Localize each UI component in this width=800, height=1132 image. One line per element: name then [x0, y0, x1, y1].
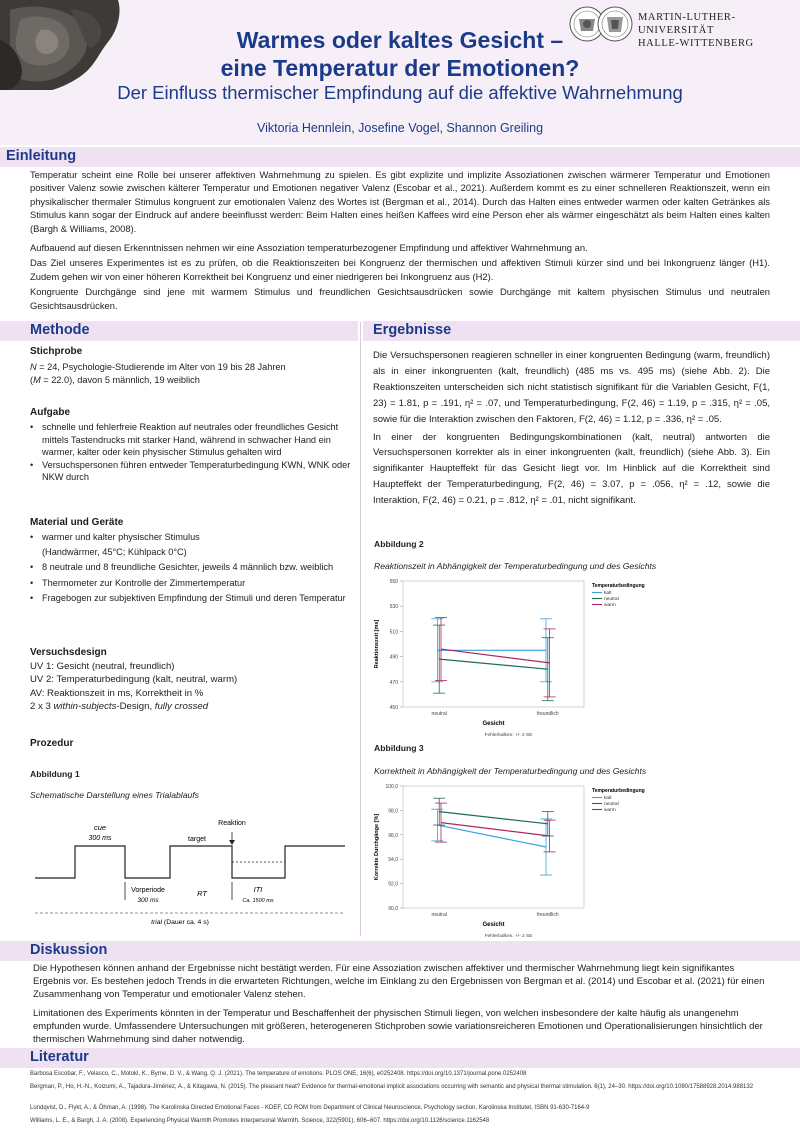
reference-item: Barbosa Escobar, F., Velasco, C., Motoki, K., Byrne, D. V., & Wang, Q. J. (2021). The temperature of emotions. PLOS ONE, 16(6), e0252408. https://doi.org/10.1371/journal.pone.0252408 — [30, 1071, 527, 1077]
legend-label: kalt — [604, 591, 612, 596]
y-tick-label: 490 — [389, 654, 398, 661]
aufgabe-heading: Aufgabe — [30, 407, 70, 418]
cue-label: cue — [93, 823, 107, 832]
reaktion-label: Reaktion — [218, 820, 246, 827]
y-axis-label: Korrekte Durchgänge [%] — [374, 813, 380, 881]
plot-area — [403, 581, 584, 707]
figure-2-caption: Reaktionszeit in Abhängigkeit der Temperaturbedingung und des Gesichts — [374, 561, 657, 571]
title-line-1: Warmes oder kaltes Gesicht – — [236, 27, 564, 53]
section-bar-ergebnisse — [363, 321, 800, 341]
stichprobe-n-symbol: N — [30, 362, 37, 372]
section-title-methode: Methode — [30, 322, 90, 338]
trial-label — [151, 919, 209, 926]
university-line-1: MARTIN-LUTHER-UNIVERSITÄT — [638, 12, 736, 36]
design-within: within-subjects — [53, 701, 117, 713]
legend-label: neutral — [604, 802, 619, 807]
aufgabe-list-wrap — [30, 421, 352, 484]
lion-statue-image — [0, 0, 125, 90]
design-uv1: UV 1: Gesicht (neutral, freundlich) — [30, 661, 175, 672]
material-list-wrap — [30, 531, 352, 605]
y-tick-label: 92,0 — [388, 881, 398, 888]
y-tick-label: 96,0 — [388, 832, 398, 839]
material-item: • Thermometer zur Kontrolle der Zimmertemperatur — [30, 577, 352, 590]
iti-label: ITI — [253, 885, 263, 894]
trial-word: trial — [151, 919, 163, 926]
stichprobe-open-paren: ( — [30, 374, 34, 385]
y-tick-label: 470 — [389, 679, 398, 686]
poster-header — [0, 0, 800, 145]
einleitung-text — [30, 168, 770, 312]
aufgabe-list — [30, 421, 352, 484]
y-tick-label: 550 — [389, 579, 398, 585]
reaktion-arrow-head — [229, 840, 235, 845]
reference-item: Williams, L. E., & Bargh, J. A. (2008). Experiencing Physical Warmth Promotes Interpersonal Warmth. Science, 322(5901), 606–607. https://doi.org/10.1126/science.1162548 — [30, 1118, 490, 1124]
chart-footnote: Fehlerbalken: +/- 2 SE — [484, 934, 533, 939]
reaktionszeit-chart — [370, 574, 670, 740]
y-tick-label: 510 — [389, 629, 398, 636]
stichprobe-m-symbol: M — [33, 374, 41, 385]
rt-label: RT — [197, 889, 207, 898]
y-tick-label: 450 — [389, 705, 398, 711]
material-heading: Material und Geräte — [30, 517, 124, 528]
vorperiode-label: Vorperiode — [131, 887, 165, 894]
figure-1-caption: Schematische Darstellung eines Trialablaufs — [30, 790, 199, 800]
x-tick-label: freundlich — [536, 711, 559, 717]
stichprobe-heading: Stichprobe — [30, 346, 83, 357]
legend-label: warm — [604, 603, 616, 608]
section-title-literatur: Literatur — [30, 1049, 89, 1065]
ergebnisse-paragraph-1: Die Versuchspersonen reagieren schneller in einer kongruenten Bedingung (warm, freundlich) als in einer inkongruenten (kalt, freundlich) (485 ms vs. 495 ms) (siehe Abb. 2). Die Reaktionszeiten unterscheiden sich nicht statistisch signifikant für die Variablen Gesicht, F(1, 23) = 1.81, p = .191, η² = .07, und Temperaturbedingung, F(2, 46) = 1.19, p = .315, η² = .05, sowie für die Interaktion zwischen den Faktoren, F(2, 46) = 1.12, p = .336, η² = .05. — [373, 350, 770, 425]
x-tick-label: freundlich — [536, 912, 559, 918]
ergebnisse-paragraph-2: In einer der kongruenten Bedingungskombinationen (kalt, neutral) antworten die Versuchspersonen korrekter als in einer inkongruenten (kalt, freundlich) (siehe Abb. 3). Ein signifikanter Haupteffekt für das Gesicht liegt vor. Im Hinblick auf die Korrektheit sind Haupteffekt der Temperaturbedingung, F(2, 46) = 3.07, p = .056, η² = .12, sowie die Interaktion, F(2, 46) = 0.21, p = .812, η² = .01, nicht signifikant. — [373, 431, 770, 507]
poster-title — [150, 26, 650, 82]
y-tick-label: 100,0 — [385, 784, 398, 790]
section-bar-literatur — [0, 1048, 800, 1068]
x-axis-label: Gesicht — [482, 922, 505, 928]
diskussion-text — [33, 962, 773, 1046]
y-tick-label: 90,0 — [388, 906, 398, 912]
figure-3-label: Abbildung 3 — [374, 743, 424, 753]
stichprobe-line-2 — [30, 374, 350, 387]
stichprobe-line-1 — [30, 361, 350, 374]
section-bar-diskussion — [0, 941, 800, 961]
material-item — [30, 531, 352, 558]
design-mid: -Design, — [116, 701, 155, 713]
cue-duration: 300 ms — [88, 835, 112, 842]
series-line-neutral — [439, 812, 548, 824]
einleitung-paragraph-3: Das Ziel unseres Experimentes ist es zu prüfen, ob die Reaktionszeiten bei Kongruenz der thermischen und affektiven Stimuli kürzer sind und bei Inkongruenz länger (H1). Zudem gehen wir von einer höheren Korrektheit bei Kongruenz und einer niedrigeren bei Inkongruenz aus (H2). — [30, 257, 770, 282]
versuchsdesign-text — [30, 660, 350, 714]
title-line-2: eine Temperatur der Emotionen? — [220, 55, 580, 81]
legend-title: Temperaturbedingung — [592, 788, 645, 794]
prozedur-heading: Prozedur — [30, 738, 74, 749]
stichprobe-text — [30, 361, 350, 386]
einleitung-paragraph-1: Temperatur scheint eine Rolle bei unserer affektiven Wahrnehmung zu spielen. Es gibt explizite und implizite Assoziationen zwischen wärmerer Temperatur und Emotionen positiver Valenz sowie zwischen kälterer Temperatur und Emotionen negativer Valenz (Escobar et al., 2021). Außerdem kommt es zu einer schnelleren Reaktionszeit, wenn ein physikalischer thermaler Stimulus kongruent zur emotionalen Valenz des Wortes ist (Bergman et al., 2014). Durch das Halten eines entweder warmen oder kalten Getränkes als Stimulus kann sogar der Eindruck auf andere beeinflusst werden: Beim Halten eines heißen Kaffees wird eine Person eher als wärmer eingeschätzt als beim Halten eines kalten (Bargh & Williams, 2008). — [30, 169, 770, 234]
university-line-2: HALLE-WITTENBERG — [638, 38, 754, 49]
x-tick-label: neutral — [431, 711, 447, 717]
section-bar-einleitung — [0, 147, 800, 167]
reference-item: Lundqvist, D., Flykt, A., & Öhman, A. (1998). The Karolinska Directed Emotional Faces - KDEF, CD ROM from Department of Clinical Neuroscience, Psychology section, Karolinska Institutet, ISBN 91-630-7164-9 — [30, 1105, 590, 1111]
chart-footnote: Fehlerbalken: +/- 2 SE — [484, 733, 533, 738]
x-axis-label: Gesicht — [482, 721, 505, 727]
section-title-ergebnisse: Ergebnisse — [373, 322, 452, 338]
y-tick-label: 98,0 — [388, 808, 398, 815]
section-bar-methode — [0, 321, 358, 341]
korrektheit-chart — [370, 779, 670, 941]
design-type — [30, 700, 350, 713]
reference-item: Bergman, P., Ho, H.-N., Koizumi, A., Tajadura-Jiménez, A., & Kitagawa, N. (2015). The pleasant heat? Evidence for thermal-emotional implicit associations occurring with semantic and physical thermal stimulation. 6(1), 24–30. https://doi.org/10.1080/17588928.2014.988132 — [30, 1084, 754, 1090]
stichprobe-line-1-text: = 24, Psychologie-Studierende im Alter von 19 bis 28 Jahren — [36, 362, 286, 372]
versuchsdesign-heading: Versuchsdesign — [30, 647, 107, 658]
y-axis-label: Reaktionszeit [ms] — [374, 619, 380, 669]
diskussion-paragraph-1: Die Hypothesen können anhand der Ergebnisse nicht bestätigt werden. Für eine Assoziation zwischen affektiver und thermischer Wahrnehmung liegt kein signifikantes Ergebnis vor. Es bestehen jedoch Trends in die erwarteten Richtungen, welche im Einklang zu den Ergebnissen von Bergman et al. (2014) und Escobar et al. (2021) für einen Zusammenhang von Temperatur und emotionaler Valenz stehen. — [33, 963, 765, 1001]
design-uv2: UV 2: Temperaturbedingung (kalt, neutral, warm) — [30, 674, 238, 686]
column-divider — [360, 322, 361, 936]
material-list — [30, 531, 352, 605]
design-crossed: fully crossed — [154, 701, 209, 713]
design-av: AV: Reaktionszeit in ms, Korrektheit in % — [30, 687, 204, 699]
legend-title: Temperaturbedingung — [592, 583, 645, 589]
trial-note: (Dauer ca. 4 s) — [162, 919, 209, 926]
vorperiode-duration: 300 ms — [137, 897, 159, 904]
material-item-sub: (Handwärmer, 45°C; Kühlpack 0°C) — [42, 546, 187, 557]
aufgabe-item: • Versuchspersonen führen entweder Temperaturbedingung KWN, WNK oder NKW durch — [30, 459, 352, 484]
section-title-einleitung: Einleitung — [6, 148, 77, 164]
ergebnisse-text — [373, 348, 770, 509]
target-label: target — [188, 836, 206, 843]
material-item: • 8 neutrale und 8 freundliche Gesichter, jeweils 4 männlich bzw. weiblich — [30, 561, 352, 574]
y-tick-label: 530 — [389, 604, 398, 611]
university-name — [638, 11, 800, 50]
iti-duration: Ca. 1500 ms — [242, 898, 274, 904]
legend-label: kalt — [604, 796, 612, 801]
poster-authors: Viktoria Hennlein, Josefine Vogel, Shannon Greiling — [256, 121, 544, 135]
einleitung-paragraph-2: Aufbauend auf diesen Erkenntnissen nehmen wir eine Assoziation temperaturbezogener Empfindung und affektiver Wahrnehmung an. — [30, 242, 588, 254]
material-item: • Fragebogen zur subjektiven Empfindung der Stimuli und deren Temperatur — [30, 592, 352, 605]
aufgabe-item: • schnelle und fehlerfreie Reaktion auf neutrales oder freundliches Gesicht mittels Tastendrucks mit starker Hand, während in schwacher Hand ein warmer, kalter oder kein physischer Stimulus gehalten wird — [30, 421, 352, 459]
design-prefix: 2 x 3 — [30, 701, 54, 713]
poster-subtitle: Der Einfluss thermischer Empfindung auf die affektive Wahrnehmung — [117, 82, 683, 103]
figure-2-label: Abbildung 2 — [374, 539, 424, 549]
legend-label: warm — [604, 808, 616, 813]
material-item-text: • warmer und kalter physischer Stimulus — [42, 532, 200, 542]
figure-1-label: Abbildung 1 — [30, 769, 80, 779]
einleitung-paragraph-4: Kongruente Durchgänge sind jene mit warmem Stimulus und freundlichen Gesichtsausdrücken sowie Durchgänge mit kaltem physischen Stimulus und neutralen Gesichtsausdrücken. — [30, 286, 770, 311]
trial-timeline-diagram — [30, 810, 350, 935]
legend-label: neutral — [604, 597, 619, 602]
plot-area — [403, 786, 584, 908]
figure-3-caption: Korrektheit in Abhängigkeit der Temperaturbedingung und des Gesichts — [374, 766, 647, 776]
stichprobe-line-2-text: = 22.0), davon 5 männlich, 19 weiblich — [40, 374, 200, 385]
section-title-diskussion: Diskussion — [30, 942, 108, 958]
trial-waveform — [35, 846, 345, 878]
x-tick-label: neutral — [431, 912, 447, 918]
y-tick-label: 94,0 — [388, 857, 398, 864]
diskussion-paragraph-2: Limitationen des Experiments könnten in der Temperatur und Beschaffenheit der physischen Stimuli liegen, von welchen insbesondere der kalte häufig als unangenehm empfunden wurde. Umfassendere Untersuchungen mit größeren, heterogeneren Stichproben sowie variationsreicheren Emotionen und Operationalisierungen hinsichtlich der thermischen Wahrnehmung sind daher notwendig. — [33, 1007, 763, 1046]
